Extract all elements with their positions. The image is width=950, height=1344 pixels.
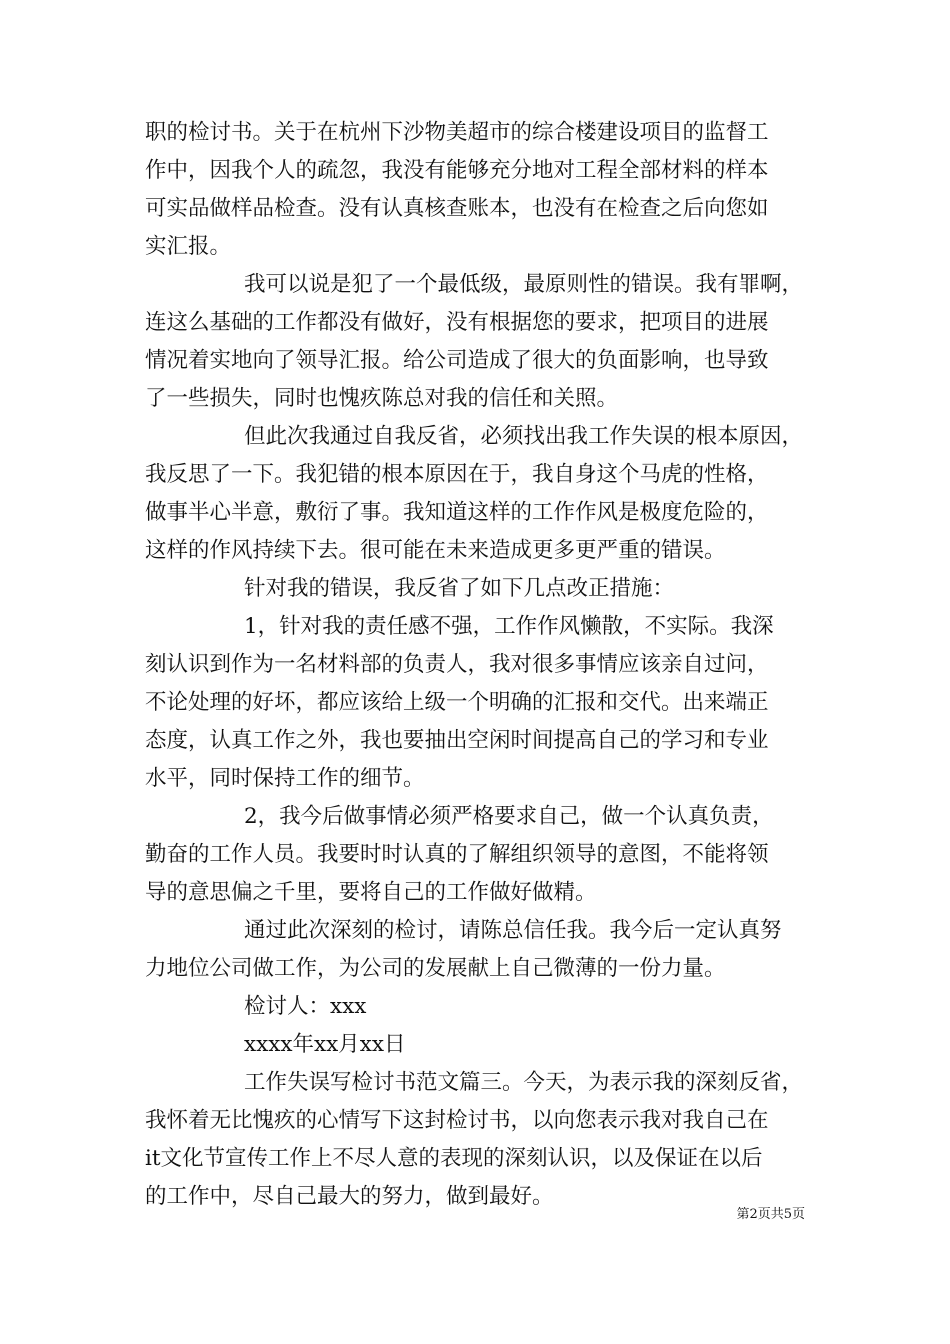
text-line: 1，针对我的责任感不强，工作作风懒散，不实际。我深 <box>244 614 774 639</box>
text-line: 通过此次深刻的检讨，请陈总信任我。我今后一定认真努 <box>244 918 782 943</box>
signature-line: 检讨人：xxx <box>244 994 367 1019</box>
text-line: 2，我今后做事情必须严格要求自己，做一个认真负责， <box>244 804 774 829</box>
text-line: 作中，因我个人的疏忽，我没有能够充分地对工程全部材料的样本 <box>145 158 769 183</box>
date-line: xxxx年xx月xx日 <box>244 1032 406 1057</box>
text-line: 做事半心半意，敷衍了事。我知道这样的工作作风是极度危险的， <box>145 500 769 525</box>
text-line: 勤奋的工作人员。我要时时认真的了解组织领导的意图，不能将领 <box>145 842 769 867</box>
text-line: 力地位公司做工作，为公司的发展献上自己微薄的一份力量。 <box>145 956 726 981</box>
text-line: 情况着实地向了领导汇报。给公司造成了很大的负面影响，也导致 <box>145 348 769 373</box>
text-line: 工作失误写检讨书范文篇三。今天，为表示我的深刻反省， <box>244 1070 804 1095</box>
page-number: 第2页共5页 <box>736 1207 805 1222</box>
text-line: 水平，同时保持工作的细节。 <box>145 766 425 791</box>
text-line: 我怀着无比愧疚的心情写下这封检讨书，以向您表示我对我自己在 <box>145 1108 769 1133</box>
text-line: 我可以说是犯了一个最低级，最原则性的错误。我有罪啊， <box>244 272 804 297</box>
text-line: 职的检讨书。关于在杭州下沙物美超市的综合楼建设项目的监督工 <box>145 120 769 145</box>
text-line: 的工作中，尽自己最大的努力，做到最好。 <box>145 1184 554 1209</box>
text-line: 这样的作风持续下去。很可能在未来造成更多更严重的错误。 <box>145 538 726 563</box>
text-line: 我反思了一下。我犯错的根本原因在于，我自身这个马虎的性格， <box>145 462 769 487</box>
text-line: 刻认识到作为一名材料部的负责人，我对很多事情应该亲自过问， <box>145 652 769 677</box>
text-line: 态度，认真工作之外，我也要抽出空闲时间提高自己的学习和专业 <box>145 728 769 753</box>
text-line: 但此次我通过自我反省，必须找出我工作失误的根本原因， <box>244 424 804 449</box>
text-line: 连这么基础的工作都没有做好，没有根据您的要求，把项目的进展 <box>145 310 769 335</box>
text-line: 针对我的错误，我反省了如下几点改正措施： <box>244 576 675 601</box>
text-line: 实汇报。 <box>145 234 232 259</box>
text-line: 了一些损失，同时也愧疚陈总对我的信任和关照。 <box>145 386 619 411</box>
text-line: 不论处理的好坏，都应该给上级一个明确的汇报和交代。出来端正 <box>145 690 769 715</box>
text-line: it文化节宣传工作上不尽人意的表现的深刻认识，以及保证在以后 <box>145 1146 763 1171</box>
text-line: 导的意思偏之千里，要将自己的工作做好做精。 <box>145 880 597 905</box>
text-line: 可实品做样品检查。没有认真核查账本，也没有在检查之后向您如 <box>145 196 769 221</box>
